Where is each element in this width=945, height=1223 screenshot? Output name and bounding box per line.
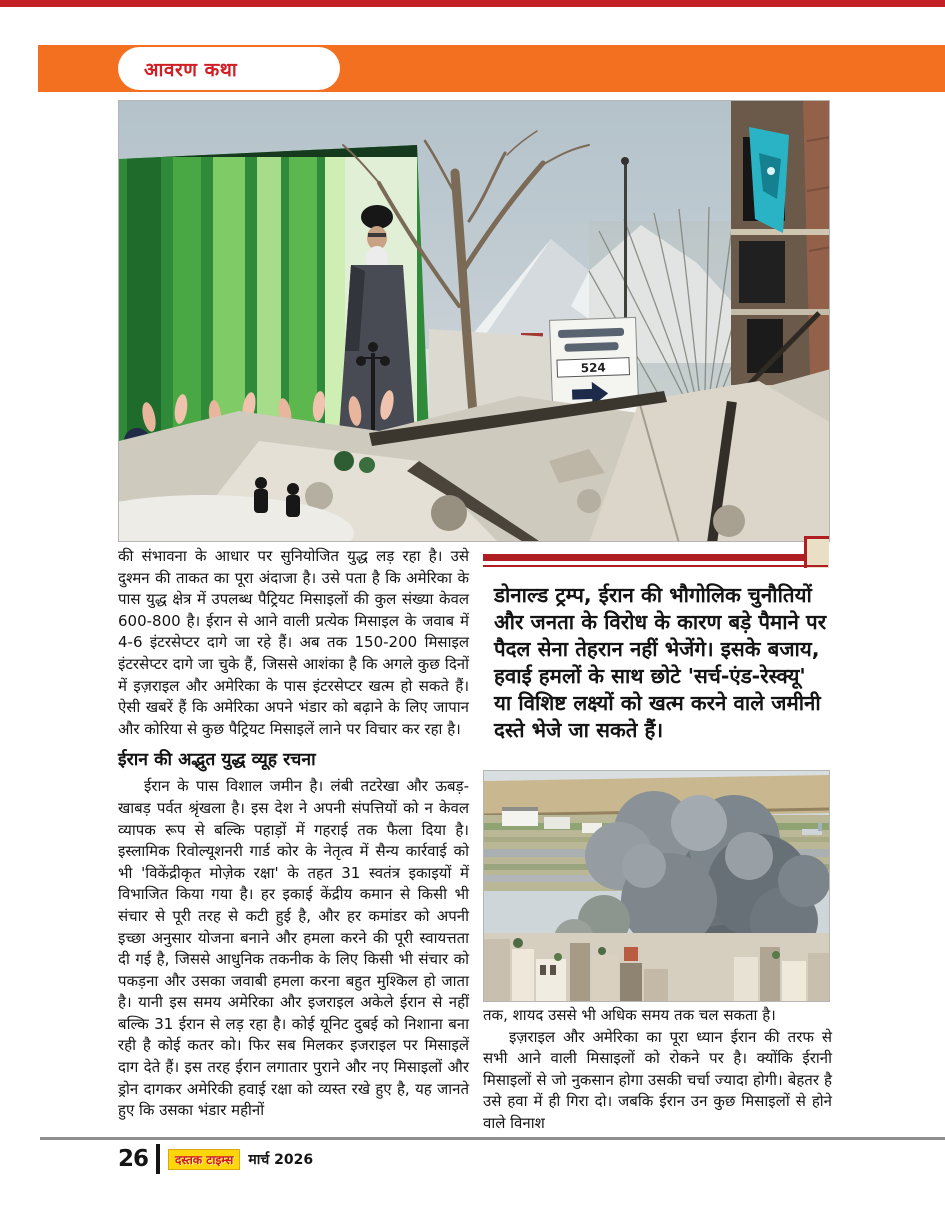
main-photo-illustration (119, 101, 830, 542)
footer-divider (40, 1137, 945, 1140)
page-number: 26 (118, 1146, 149, 1172)
corner-ornament-square (804, 536, 829, 568)
secondary-photo-illustration (484, 771, 830, 1002)
right-column (483, 1005, 832, 1135)
quote-accent-thinline (483, 565, 828, 567)
body-paragraph: तक, शायद उससे भी अधिक समय तक चल सकता है। (483, 1006, 776, 1024)
left-column (118, 546, 469, 1122)
section-label: आवरण कथा (144, 58, 238, 81)
quote-accent-bar (483, 554, 805, 561)
magazine-logo: दस्तक टाइम्स (168, 1149, 240, 1170)
issue-date: मार्च 2026 (248, 1151, 314, 1168)
secondary-photo-smoke-plume-over-city (483, 770, 830, 1002)
section-label-pill (118, 47, 340, 90)
sign-number: 524 (580, 360, 607, 376)
article-subheading: ईरान की अद्भुत युद्ध व्यूह रचना (118, 750, 316, 771)
body-paragraph: ईरान के पास विशाल जमीन है। लंबी तटरेखा और ऊबड़-खाबड़ पर्वत श्रृंखला है। इस देश ने अपनी संपत्तियों को न केवल व्यापक रूप से बल्कि पहाड़ों में गहराई तक फैला दिया है। इस्लामिक रिवोल्यूशनरी गार्ड कोर के नेतृत्व में सैन्य कार्रवाई को भी 'विकेंद्रीकृत मोज़ेक रक्षा' के तहत 31 स्वतंत्र इकाइयों में विभाजित किया गया है। हर इकाई केंद्रीय कमान से किसी भी संचार से पूरी तरह से कटी हुई है, और हर कमांडर को अपनी इच्छा अनुसार योजना बनाने और हमला करने की पूरी स्वायत्तता दी गई है, जिससे आधुनिक तकनीक के लिए किसी भी संचार को पकड़ना और उसका जवाबी हमला करना बहुत मुश्किल हो जाता है। यानी इस समय अमेरिका और इजराइल अकेले ईरान से नहीं बल्कि 31 ईरान से लड़ रहा है। कोई यूनिट दुबई को निशाना बना रही है कोई कतर को। फिर सब मिलकर इजराइल पर मिसाइलें दाग देते हैं। इस तरह ईरान लगातार पुराने और नए मिसाइलों और ड्रोन दागकर अमेरिकी हवाई रक्षा को व्यस्त रखे हुए है, यह जानते हुए कि उसका भंडार महीनों (118, 777, 469, 1120)
top-red-strip (0, 0, 945, 7)
footer-separator-bar (156, 1144, 160, 1174)
footer (118, 1143, 313, 1175)
body-paragraph: इज़राइल और अमेरिका का पूरा ध्यान ईरान की तरफ से सभी आने वाली मिसाइलों को रोकने पर है। क्योंकि ईरानी मिसाइलों से जो नुकसान होगा उसकी चर्चा ज्यादा होगी। बेहतर है उसे हवा में ही गिरा दो। जबकि ईरान उन कुछ मिसाइलों से होने वाले विनाश (483, 1027, 832, 1132)
pull-quote: डोनाल्ड ट्रम्प, ईरान की भौगोलिक चुनौतियों और जनता के विरोध के कारण बड़े पैमाने पर पैदल सेना तेहरान नहीं भेजेंगे। इसके बजाय, हवाई हमलों के साथ छोटे 'सर्च-एंड-रेस्क्यू' या विशिष्ट लक्ष्यों को खत्म करने वाले जमीनी दस्ते भेजे जा सकते हैं। (494, 583, 827, 742)
section-header-band (38, 45, 945, 92)
body-paragraph: की संभावना के आधार पर सुनियोजित युद्ध लड़ रहा है। उसे दुश्मन की ताकत का पूरा अंदाजा है। उसे पता है कि अमेरिका के पास युद्ध क्षेत्र में उपलब्ध पैट्रियट मिसाइलों की कुल संख्या केवल 600-800 है। ईरान से आने वाली प्रत्येक मिसाइल के जवाब में 4-6 इंटरसेप्टर दागे जा रहे हैं। अब तक 150-200 मिसाइल इंटरसेप्टर दागे जा चुके हैं, जिससे आशंका है कि अगले कुछ दिनों में इज़राइल और अमेरिका के पास इंटरसेप्टर खत्म हो सकते हैं। ऐसी खबरें हैं कि अमेरिका अपने भंडार को बढ़ाने के लिए जापान और कोरिया से कुछ पैट्रियट मिसाइलें लाने पर विचार कर रहा है। (118, 547, 469, 738)
main-photo-tehran-rubble-khamenei-mural (118, 100, 830, 542)
